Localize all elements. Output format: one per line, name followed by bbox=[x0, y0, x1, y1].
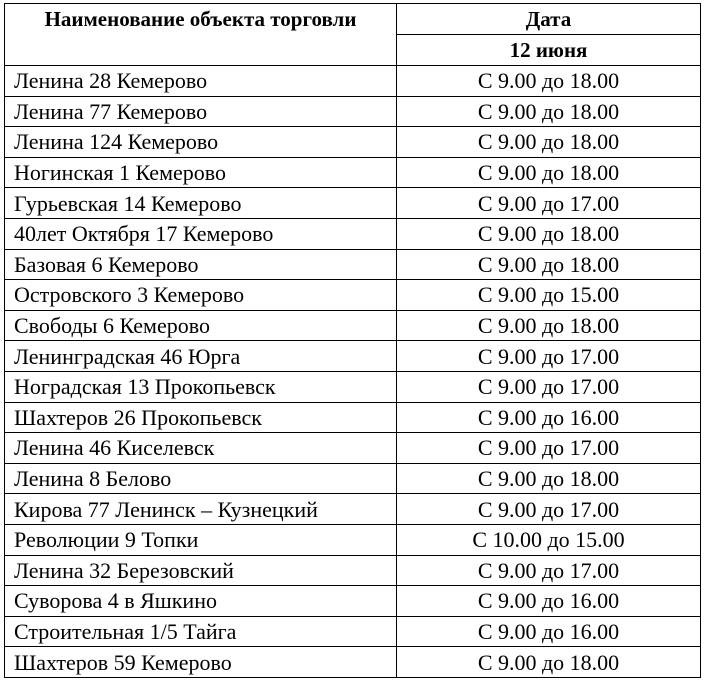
table-header bbox=[5, 4, 701, 66]
store-address: Шахтеров 26 Прокопьевск bbox=[5, 402, 397, 433]
store-address: 40лет Октября 17 Кемерово bbox=[5, 218, 397, 249]
table-row bbox=[5, 371, 701, 402]
table-row bbox=[5, 280, 701, 311]
table-body bbox=[5, 66, 701, 678]
table-row bbox=[5, 586, 701, 617]
table-row bbox=[5, 433, 701, 464]
header-day: 12 июня bbox=[397, 35, 701, 66]
store-hours: С 9.00 до 15.00 bbox=[397, 280, 701, 311]
store-hours: С 9.00 до 18.00 bbox=[397, 96, 701, 127]
table-row bbox=[5, 66, 701, 97]
store-hours: С 9.00 до 17.00 bbox=[397, 341, 701, 372]
store-hours: С 9.00 до 17.00 bbox=[397, 371, 701, 402]
store-hours: С 9.00 до 18.00 bbox=[397, 647, 701, 678]
store-address: Революции 9 Топки bbox=[5, 524, 397, 555]
store-hours: С 9.00 до 18.00 bbox=[397, 463, 701, 494]
table-row bbox=[5, 647, 701, 678]
store-hours: С 9.00 до 18.00 bbox=[397, 66, 701, 97]
store-hours: С 9.00 до 18.00 bbox=[397, 157, 701, 188]
table-row bbox=[5, 127, 701, 158]
table-row bbox=[5, 96, 701, 127]
store-hours: С 10.00 до 15.00 bbox=[397, 524, 701, 555]
store-hours: С 9.00 до 17.00 bbox=[397, 433, 701, 464]
store-address: Островского 3 Кемерово bbox=[5, 280, 397, 311]
table-row bbox=[5, 218, 701, 249]
table-row bbox=[5, 555, 701, 586]
store-hours: С 9.00 до 17.00 bbox=[397, 494, 701, 525]
table-row bbox=[5, 310, 701, 341]
store-hours: С 9.00 до 16.00 bbox=[397, 616, 701, 647]
schedule-table bbox=[4, 3, 701, 678]
store-hours: С 9.00 до 18.00 bbox=[397, 127, 701, 158]
table-row bbox=[5, 463, 701, 494]
table-row bbox=[5, 157, 701, 188]
store-hours: С 9.00 до 16.00 bbox=[397, 586, 701, 617]
table-row bbox=[5, 616, 701, 647]
store-address: Ленинградская 46 Юрга bbox=[5, 341, 397, 372]
store-address: Ленина 28 Кемерово bbox=[5, 66, 397, 97]
table-row bbox=[5, 188, 701, 219]
table-row bbox=[5, 402, 701, 433]
store-address: Базовая 6 Кемерово bbox=[5, 249, 397, 280]
store-address: Ленина 46 Киселевск bbox=[5, 433, 397, 464]
store-address: Ленина 124 Кемерово bbox=[5, 127, 397, 158]
table-row bbox=[5, 494, 701, 525]
store-hours: С 9.00 до 17.00 bbox=[397, 555, 701, 586]
store-hours: С 9.00 до 16.00 bbox=[397, 402, 701, 433]
store-address: Кирова 77 Ленинск – Кузнецкий bbox=[5, 494, 397, 525]
table-row bbox=[5, 249, 701, 280]
store-address: Гурьевская 14 Кемерово bbox=[5, 188, 397, 219]
store-address: Ленина 8 Белово bbox=[5, 463, 397, 494]
header-date: Дата bbox=[397, 4, 701, 35]
table-row bbox=[5, 341, 701, 372]
store-address: Суворова 4 в Яшкино bbox=[5, 586, 397, 617]
store-hours: С 9.00 до 17.00 bbox=[397, 188, 701, 219]
header-store-name: Наименование объекта торговли bbox=[5, 4, 397, 66]
store-address: Шахтеров 59 Кемерово bbox=[5, 647, 397, 678]
store-address: Свободы 6 Кемерово bbox=[5, 310, 397, 341]
store-hours: С 9.00 до 18.00 bbox=[397, 310, 701, 341]
store-address: Ленина 77 Кемерово bbox=[5, 96, 397, 127]
store-hours: С 9.00 до 18.00 bbox=[397, 218, 701, 249]
header-row bbox=[5, 4, 701, 35]
store-address: Ногинская 1 Кемерово bbox=[5, 157, 397, 188]
store-address: Строительная 1/5 Тайга bbox=[5, 616, 397, 647]
store-address: Ноградская 13 Прокопьевск bbox=[5, 371, 397, 402]
store-address: Ленина 32 Березовский bbox=[5, 555, 397, 586]
store-hours: С 9.00 до 18.00 bbox=[397, 249, 701, 280]
table-row bbox=[5, 524, 701, 555]
